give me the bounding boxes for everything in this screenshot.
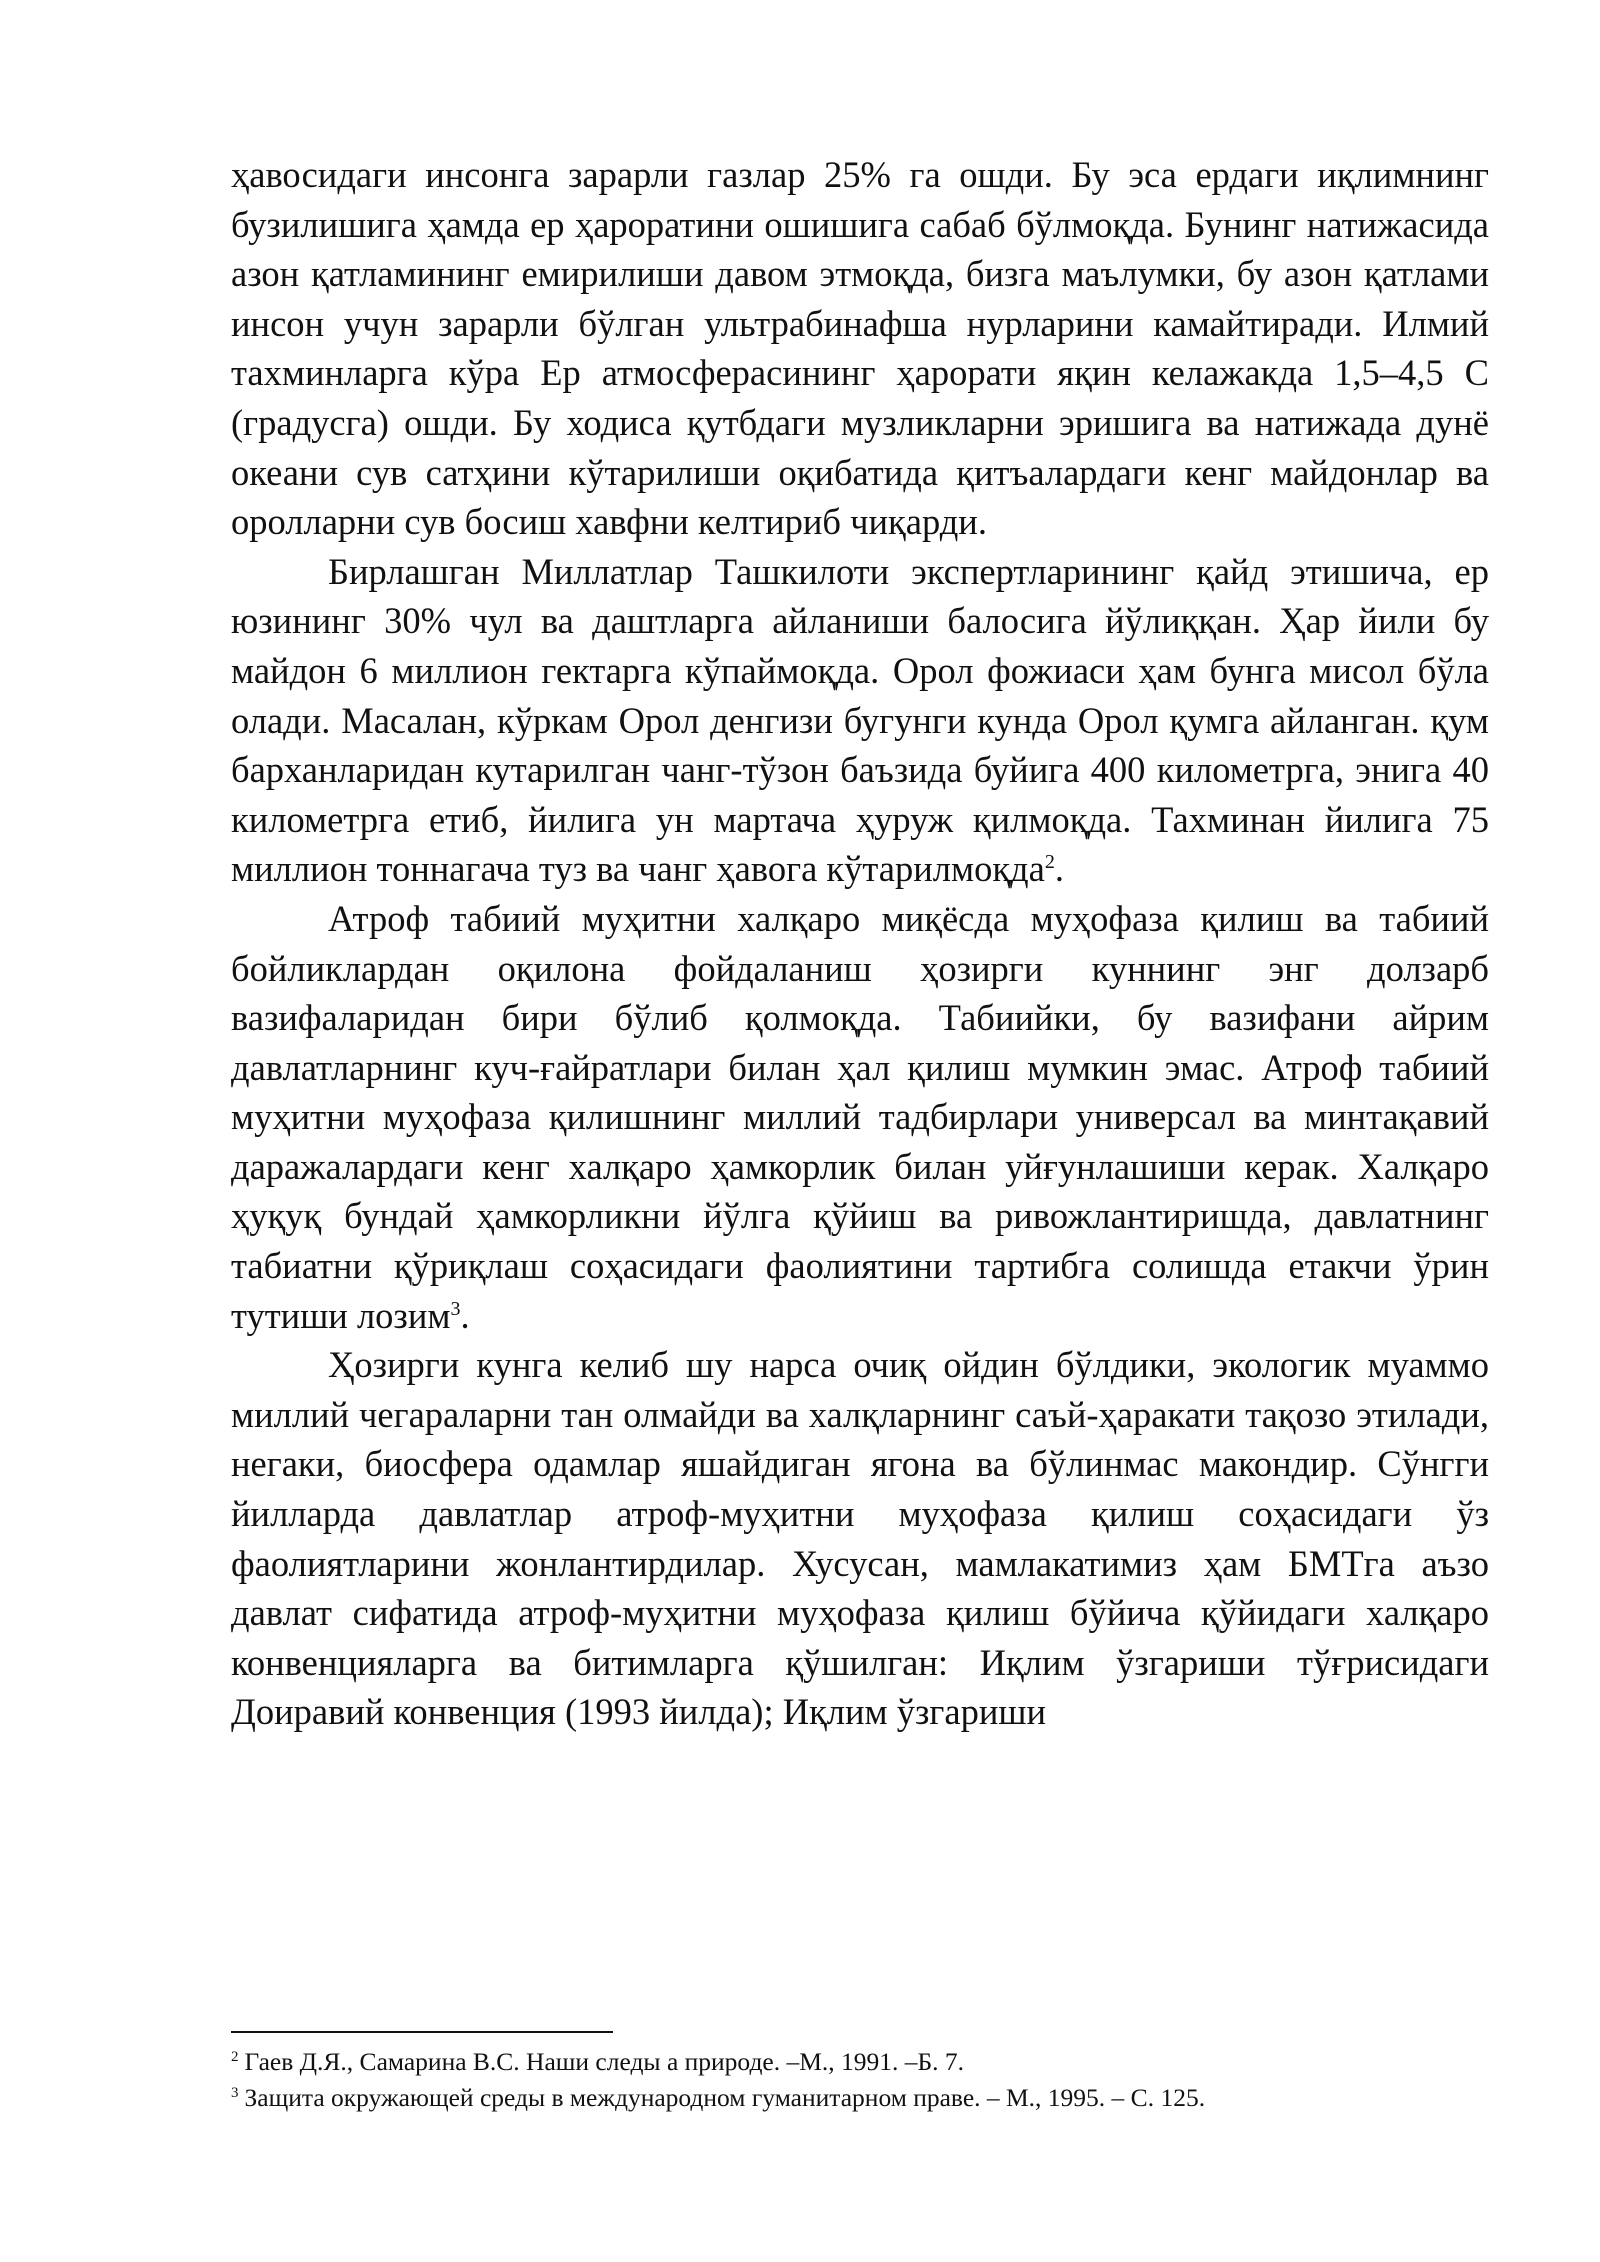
paragraph-text: Атроф табиий муҳитни халқаро миқёсда муҳофаза қилиш ва табиий бойликлардан оқилона фойдаланиш ҳозирги куннинг энг долзарб вазифаларидан бири бўлиб қолмоқда. Табиийки, бу вазифани айрим давлатларнинг куч-ғайратлари билан ҳал қилиш мумкин эмас. Атроф табиий муҳитни муҳофаза қилишнинг миллий тадбирлари универсал ва минтақавий даражалардаги кенг халқаро ҳамкорлик билан уйғунлашиши керак. Халқаро ҳуқуқ бундай ҳамкорликни йўлга қўйиш ва ривожлантиришда, давлатнинг табиатни қўриқлаш соҳасидаги фаолиятини тартибга солишда етакчи ўрин тутиши лозим bbox=[231, 897, 1489, 1336]
page-body bbox=[231, 150, 1489, 1737]
footnote-text: Гаев Д.Я., Самарина В.С. Наши следы а природе. –М., 1991. –Б. 7. bbox=[244, 2047, 965, 2076]
footnote bbox=[231, 2044, 1489, 2080]
paragraph-text: ҳавосидаги инсонга зарарли газлар 25% га ошди. Бу эса ердаги иқлимнинг бузилишига ҳамда ер ҳароратини ошишига сабаб бўлмоқда. Бунинг натижасида азон қатламининг емирилиши давом этмоқда, бизга маълумки, бу азон қатлами инсон учун зарарли бўлган ультрабинафша нурларини камайтиради. Илмий тахминларга кўра Ер атмосферасининг ҳарорати яқин келажакда 1,5–4,5 С (градусга) ошди. Бу ходиса қутбдаги музликларни эришига ва натижада дунё океани сув сатҳини кўтарилиши оқибатида қитъалардаги кенг майдонлар ва оролларни сув босиш хавфни келтириб чиқарди. bbox=[231, 154, 1489, 543]
footnote-mark: 3 bbox=[231, 2084, 239, 2101]
footnote-mark: 2 bbox=[231, 2048, 239, 2065]
footnote-separator bbox=[231, 2031, 613, 2033]
paragraph-text: Ҳозирги кунга келиб шу нарса очиқ ойдин бўлдики, экологик муаммо миллий чегараларни тан олмайди ва халқларнинг саъй-ҳаракати тақозо этилади, негаки, биосфера одамлар яшайдиган ягона ва бўлинмас макондир. Сўнгги йилларда давлатлар атроф-муҳитни муҳофаза қилиш соҳасидаги ўз фаолиятларини жонлантирдилар. Хусусан, мамлакатимиз ҳам БМТга аъзо давлат сифатида атроф-муҳитни муҳофаза қилиш бўйича қўйидаги халқаро конвенцияларга ва битимларга қўшилган: Иқлим ўзгариши тўғрисидаги Доиравий конвенция (1993 йилда); Иқлим ўзгариши bbox=[231, 1344, 1489, 1733]
paragraph: Бирлашган Миллатлар Ташкилоти экспертларининг қайд этишича, ер юзининг 30% чул ва даштларга айланиши балосига йўлиққан. Ҳар йили бу майдон 6 миллион гектарга кўпаймоқда. Орол фожиаси ҳам бунга мисол бўла олади. Масалан, кўркам Орол денгизи бугунги кунда Орол қумга айланган. қум барханларидан кутарилган чанг-тўзон баъзида буйига 400 километрга, энига 40 километрга етиб, йилига ун мартача ҳуруж қилмоқда. Тахминан йилига 75 миллион тоннагача туз ва чанг ҳавога кўтарилмоқда$^2$. bbox=[231, 550, 1489, 890]
paragraph-text: Бирлашган Миллатлар Ташкилоти экспертларининг қайд этишича, ер юзининг 30% чул ва даштларга айланиши балосига йўлиққан. Ҳар йили бу майдон 6 миллион гектарга кўпаймоқда. Орол фожиаси ҳам бунга мисол бўла олади. Масалан, кўркам Орол денгизи бугунги кунда Орол қумга айланган. қум барханларидан кутарилган чанг-тўзон баъзида буйига 400 километрга, энига 40 километрга етиб, йилига ун мартача ҳуруж қилмоқда. Тахминан йилига 75 миллион тоннагача туз ва чанг ҳавога кўтарилмоқда bbox=[231, 550, 1489, 890]
footnote bbox=[231, 2080, 1489, 2116]
footnote-reference[interactable]: 2 bbox=[1044, 851, 1055, 874]
paragraph bbox=[231, 150, 1489, 547]
footnote-text: Защита окружающей среды в международном гуманитарном праве. – М., 1995. – С. 125. bbox=[244, 2083, 1206, 2112]
paragraph: Атроф табиий муҳитни халқаро миқёсда муҳофаза қилиш ва табиий бойликлардан оқилона фойдаланиш ҳозирги куннинг энг долзарб вазифаларидан бири бўлиб қолмоқда. Табиийки, бу вазифани айрим давлатларнинг куч-ғайратлари билан ҳал қилиш мумкин эмас. Атроф табиий муҳитни муҳофаза қилишнинг миллий тадбирлари универсал ва минтақавий даражалардаги кенг халқаро ҳамкорлик билан уйғунлашиши керак. Халқаро ҳуқуқ бундай ҳамкорликни йўлга қўйиш ва ривожлантиришда, давлатнинг табиатни қўриқлаш соҳасидаги фаолиятини тартибга солишда етакчи ўрин тутиши лозим$^3$. bbox=[231, 897, 1489, 1336]
footnotes bbox=[231, 2044, 1489, 2116]
paragraph bbox=[231, 1340, 1489, 1737]
footnote-reference[interactable]: 3 bbox=[450, 1297, 461, 1320]
